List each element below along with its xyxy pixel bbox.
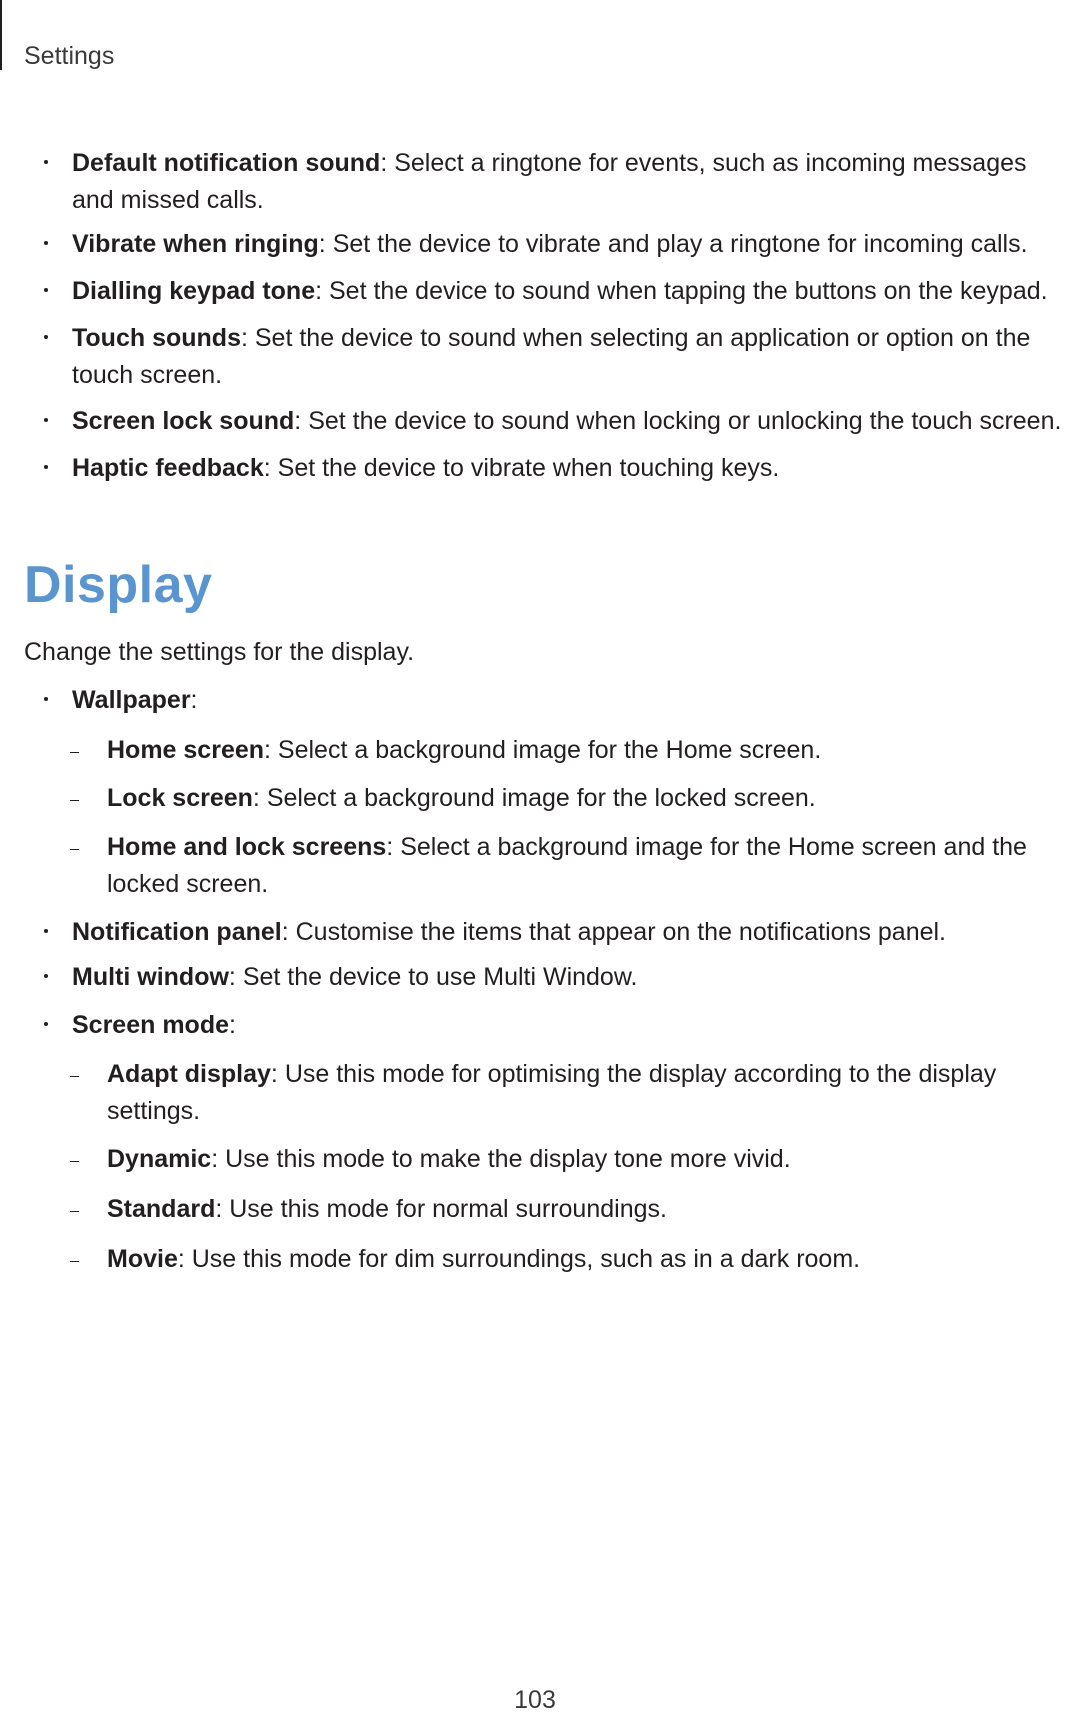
item-text	[72, 682, 1070, 719]
item-term: Touch sounds	[72, 324, 241, 352]
dash-icon	[67, 1191, 81, 1228]
item-text	[107, 1056, 1070, 1130]
item-term: Notification panel	[72, 918, 282, 946]
bullet-icon	[40, 145, 52, 182]
item-description: :	[229, 1011, 236, 1039]
item-description: : Set the device to vibrate and play a ringtone for incoming calls.	[318, 230, 1028, 258]
item-description: : Set the device to vibrate when touching keys.	[263, 454, 780, 482]
item-term: Screen lock sound	[72, 407, 295, 435]
item-description: :	[190, 686, 198, 714]
bullet-icon	[40, 320, 52, 357]
item-description: : Set the device to sound when selecting an application or option on the touch screen.	[72, 324, 1031, 389]
item-description: : Select a background image for the Home screen and the locked screen.	[107, 833, 1027, 898]
item-description: : Select a background image for the locked screen.	[252, 784, 816, 812]
item-text	[72, 1007, 1070, 1044]
item-term: Home screen	[107, 736, 265, 764]
item-text	[107, 780, 1070, 817]
item-term: Vibrate when ringing	[72, 230, 319, 258]
item-term: Multi window	[72, 963, 229, 991]
bullet-icon	[40, 682, 52, 719]
bullet-icon	[40, 959, 52, 996]
item-description: : Use this mode for dim surroundings, such as in a dark room.	[177, 1245, 861, 1273]
item-text	[107, 829, 1070, 903]
item-term: Standard	[107, 1195, 216, 1223]
item-description: : Select a ringtone for events, such as incoming messages and missed calls.	[72, 149, 1027, 214]
bullet-icon	[40, 403, 52, 440]
item-term: Dialling keypad tone	[72, 277, 316, 305]
item-text	[107, 1141, 1070, 1178]
item-description: : Select a background image for the Home screen.	[264, 736, 822, 764]
item-term: Screen mode	[72, 1011, 230, 1039]
item-text	[72, 273, 1070, 310]
dash-icon	[67, 732, 81, 769]
item-term: Lock screen	[107, 784, 253, 812]
bullet-icon	[40, 450, 52, 487]
item-term: Haptic feedback	[72, 454, 264, 482]
item-text	[72, 914, 1070, 951]
item-term: Movie	[107, 1245, 178, 1273]
item-description: : Use this mode for normal surroundings.	[215, 1195, 667, 1223]
bullet-icon	[40, 1007, 52, 1044]
item-description: : Use this mode to make the display tone more vivid.	[211, 1145, 791, 1173]
item-description: : Set the device to use Multi Window.	[228, 963, 638, 991]
item-text	[107, 732, 1070, 769]
item-text	[107, 1241, 1070, 1278]
item-text	[72, 450, 1070, 487]
item-description: : Set the device to sound when tapping the buttons on the keypad.	[315, 277, 1048, 305]
section-label: Settings	[24, 42, 115, 70]
dash-icon	[67, 1241, 81, 1278]
item-description: : Customise the items that appear on the notifications panel.	[281, 918, 947, 946]
item-description: : Set the device to sound when locking or unlocking the touch screen.	[294, 407, 1062, 435]
item-term: Adapt display	[107, 1060, 271, 1088]
item-text	[72, 403, 1070, 440]
item-term: Wallpaper	[72, 686, 191, 714]
header-edge-line	[0, 0, 2, 70]
bullet-icon	[40, 914, 52, 951]
bullet-icon	[40, 226, 52, 263]
dash-icon	[67, 1056, 81, 1093]
item-term: Home and lock screens	[107, 833, 387, 861]
dash-icon	[67, 780, 81, 817]
item-text	[72, 226, 1070, 263]
dash-icon	[67, 1141, 81, 1178]
bullet-icon	[40, 273, 52, 310]
dash-icon	[67, 829, 81, 866]
section-intro: Change the settings for the display.	[24, 638, 415, 666]
item-description: : Use this mode for optimising the display according to the display settings.	[107, 1060, 997, 1125]
section-heading-display: Display	[24, 556, 213, 614]
page-number: 103	[514, 1686, 556, 1714]
item-text	[107, 1191, 1070, 1228]
item-text	[72, 145, 1070, 219]
item-text	[72, 959, 1070, 996]
item-text	[72, 320, 1070, 394]
item-term: Default notification sound	[72, 149, 381, 177]
item-term: Dynamic	[107, 1145, 212, 1173]
